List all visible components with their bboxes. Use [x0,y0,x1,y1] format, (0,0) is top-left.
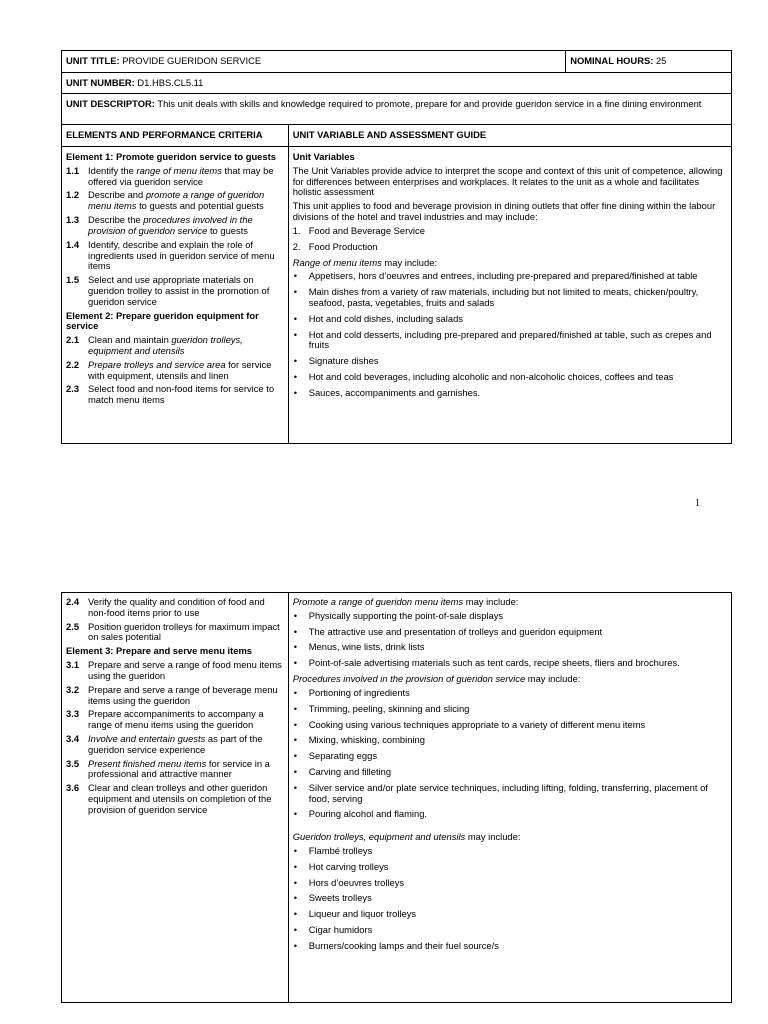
unit-table-page-2 [61,592,732,1003]
bullet-item: • Cigar humidors [293,924,373,936]
unit-title-label: UNIT TITLE: [66,55,120,67]
criterion: 3.5 Present finished menu items for service in a professional and attractive manner [66,757,270,780]
bullet-item: • Portioning of ingredients [293,686,410,698]
criterion: 2.1 Clean and maintain gueridon trolleys, equipment and utensils [66,334,243,356]
page-number: 1 [695,498,700,509]
bullet-item: • Mixing, whisking, combining [293,734,425,746]
unit-title: PROVIDE GUERIDON SERVICE [122,55,262,67]
criterion: 1.5 Select and use appropriate materials on gueridon trolley to assist in the promotion of gueridon service [66,274,270,307]
criterion: 1.2 Describe and promote a range of gueridon menu items to guests and potential guests [66,189,265,212]
criterion: 1.1 Identify the range of menu items that may be offered via gueridon service [66,164,274,187]
elements-cell [62,593,289,1003]
numbered-item: 1. Food and Beverage Service [292,224,425,236]
unit-descriptor-cell [62,94,732,125]
unit-number-cell [62,73,732,94]
element-heading: Element 1: Promote gueridon service to guests [66,151,276,162]
bullet-item: • Sweets trolleys [293,892,372,904]
bullet-item: • The attractive use and presentation of trolleys and gueridon equipment [293,625,603,637]
bullet-item: • Appetisers, hors d’oeuvres and entrees, including pre-prepared and prepared/finished at table [293,270,698,282]
bullet-item: • Sauces, accompaniments and garnishes. [293,386,481,398]
unit-variables-intro: The Unit Variables provide advice to interpret the scope and context of this unit of competence, allowing for differences between enterprises and workplaces. It relates to the unit as a whole and facilitates holistic assessment [292,164,723,198]
criterion: 3.1 Prepare and serve a range of food menu items using the gueridon [66,659,282,681]
bullet-item: • Pouring alcohol and flaming. [293,808,428,820]
variables-cell [288,147,731,444]
bullet-item: • Hot and cold desserts, including pre-prepared and prepared/finished at table, such as crepes and fruits [293,328,712,351]
bullet-item: • Point-of-sale advertising materials such as tent cards, recipe sheets, fliers and brochures. [293,657,680,669]
element-heading: Element 2: Prepare gueridon equipment for service [66,309,259,332]
unit-variables-title: Unit Variables [292,151,355,162]
nominal-hours: 25 [655,55,667,67]
header-variables: UNIT VARIABLE AND ASSESSMENT GUIDE [288,125,731,147]
criterion: 3.4 Involve and entertain guests as part of the gueridon service experience [66,732,263,755]
criterion: 2.3 Select food and non-food items for service to match menu items [66,383,275,406]
bullet-item: • Hot carving trolleys [293,860,389,872]
range-heading: Range of menu items may include: [292,256,438,268]
unit-number-label: UNIT NUMBER: [66,76,135,88]
criterion: 2.2 Prepare trolleys and service area for service with equipment, utensils and linen [66,358,272,381]
variables-cell [288,593,731,1003]
unit-descriptor: This unit deals with skills and knowledge required to promote, prepare for and provide gueridon service in a fine dining environment [157,98,702,109]
criterion: 3.3 Prepare accompaniments to accompany a range of menu items using the gueridon [66,708,264,731]
bullet-item: • Main dishes from a variety of raw materials, including but not limited to meats, chicken/poultry, seafood, pasta, vegetables, fruits and salads [293,286,699,308]
procedures-heading: Procedures involved in the provision of gueridon service may include: [292,673,581,685]
criterion: 2.4 Verify the quality and condition of food and non-food items prior to use [66,596,265,618]
criterion: 1.3 Describe the procedures involved in the provision of gueridon service to guests [66,214,253,236]
header-elements: ELEMENTS AND PERFORMANCE CRITERIA [62,125,289,147]
unit-variables-scope: This unit applies to food and beverage provision in dining outlets that offer fine dining within the labour divisions of the hotel and travel industries and may include: [292,200,716,223]
criterion: 2.5 Position gueridon trolleys for maximum impact on sales potential [66,620,280,643]
nominal-hours-cell [566,51,732,73]
bullet-item: • Menus, wine lists, drink lists [293,641,425,653]
unit-table-page-1 [61,50,732,444]
numbered-item: 2. Food Production [292,240,378,252]
unit-title-cell [62,51,566,73]
bullet-item: • Carving and filleting [293,765,392,777]
unit-number: D1.HBS.CL5.11 [137,76,204,88]
promote-heading: Promote a range of gueridon menu items may include: [292,596,519,607]
bullet-item: • Hot and cold beverages, including alcoholic and non-alcoholic choices, coffees and teas [293,371,674,382]
nominal-hours-label: NOMINAL HOURS: [570,55,654,67]
bullet-item: • Hors d’oeuvres trolleys [293,876,405,888]
bullet-item: • Burners/cooking lamps and their fuel source/s [293,939,499,951]
bullet-item: • Trimming, peeling, skinning and slicing [293,702,470,714]
bullet-item: • Separating eggs [293,750,378,762]
bullet-item: • Hot and cold dishes, including salads [293,312,463,324]
bullet-item: • Silver service and/or plate service techniques, including lifting, folding, transferring, placement of food, serving [293,781,708,804]
bullet-item: • Cooking using various techniques appropriate to a variety of different menu items [293,718,646,730]
element-heading: Element 3: Prepare and serve menu items [66,645,253,657]
criterion: 1.4 Identify, describe and explain the role of ingredients used in gueridon service of menu items [66,238,275,272]
bullet-item: • Flambé trolleys [293,845,373,856]
unit-descriptor-label: UNIT DESCRIPTOR: [66,98,155,109]
trolleys-heading: Gueridon trolleys, equipment and utensils may include: [292,831,521,843]
bullet-item: • Signature dishes [293,355,379,367]
bullet-item: • Liqueur and liquor trolleys [293,908,417,920]
elements-cell [62,147,289,444]
bullet-item: • Physically supporting the point-of-sale displays [293,609,504,621]
criterion: 3.2 Prepare and serve a range of beverage menu items using the gueridon [66,683,278,706]
criterion: 3.6 Clear and clean trolleys and other gueridon equipment and utensils on completion of the provision of gueridon service [66,782,272,815]
